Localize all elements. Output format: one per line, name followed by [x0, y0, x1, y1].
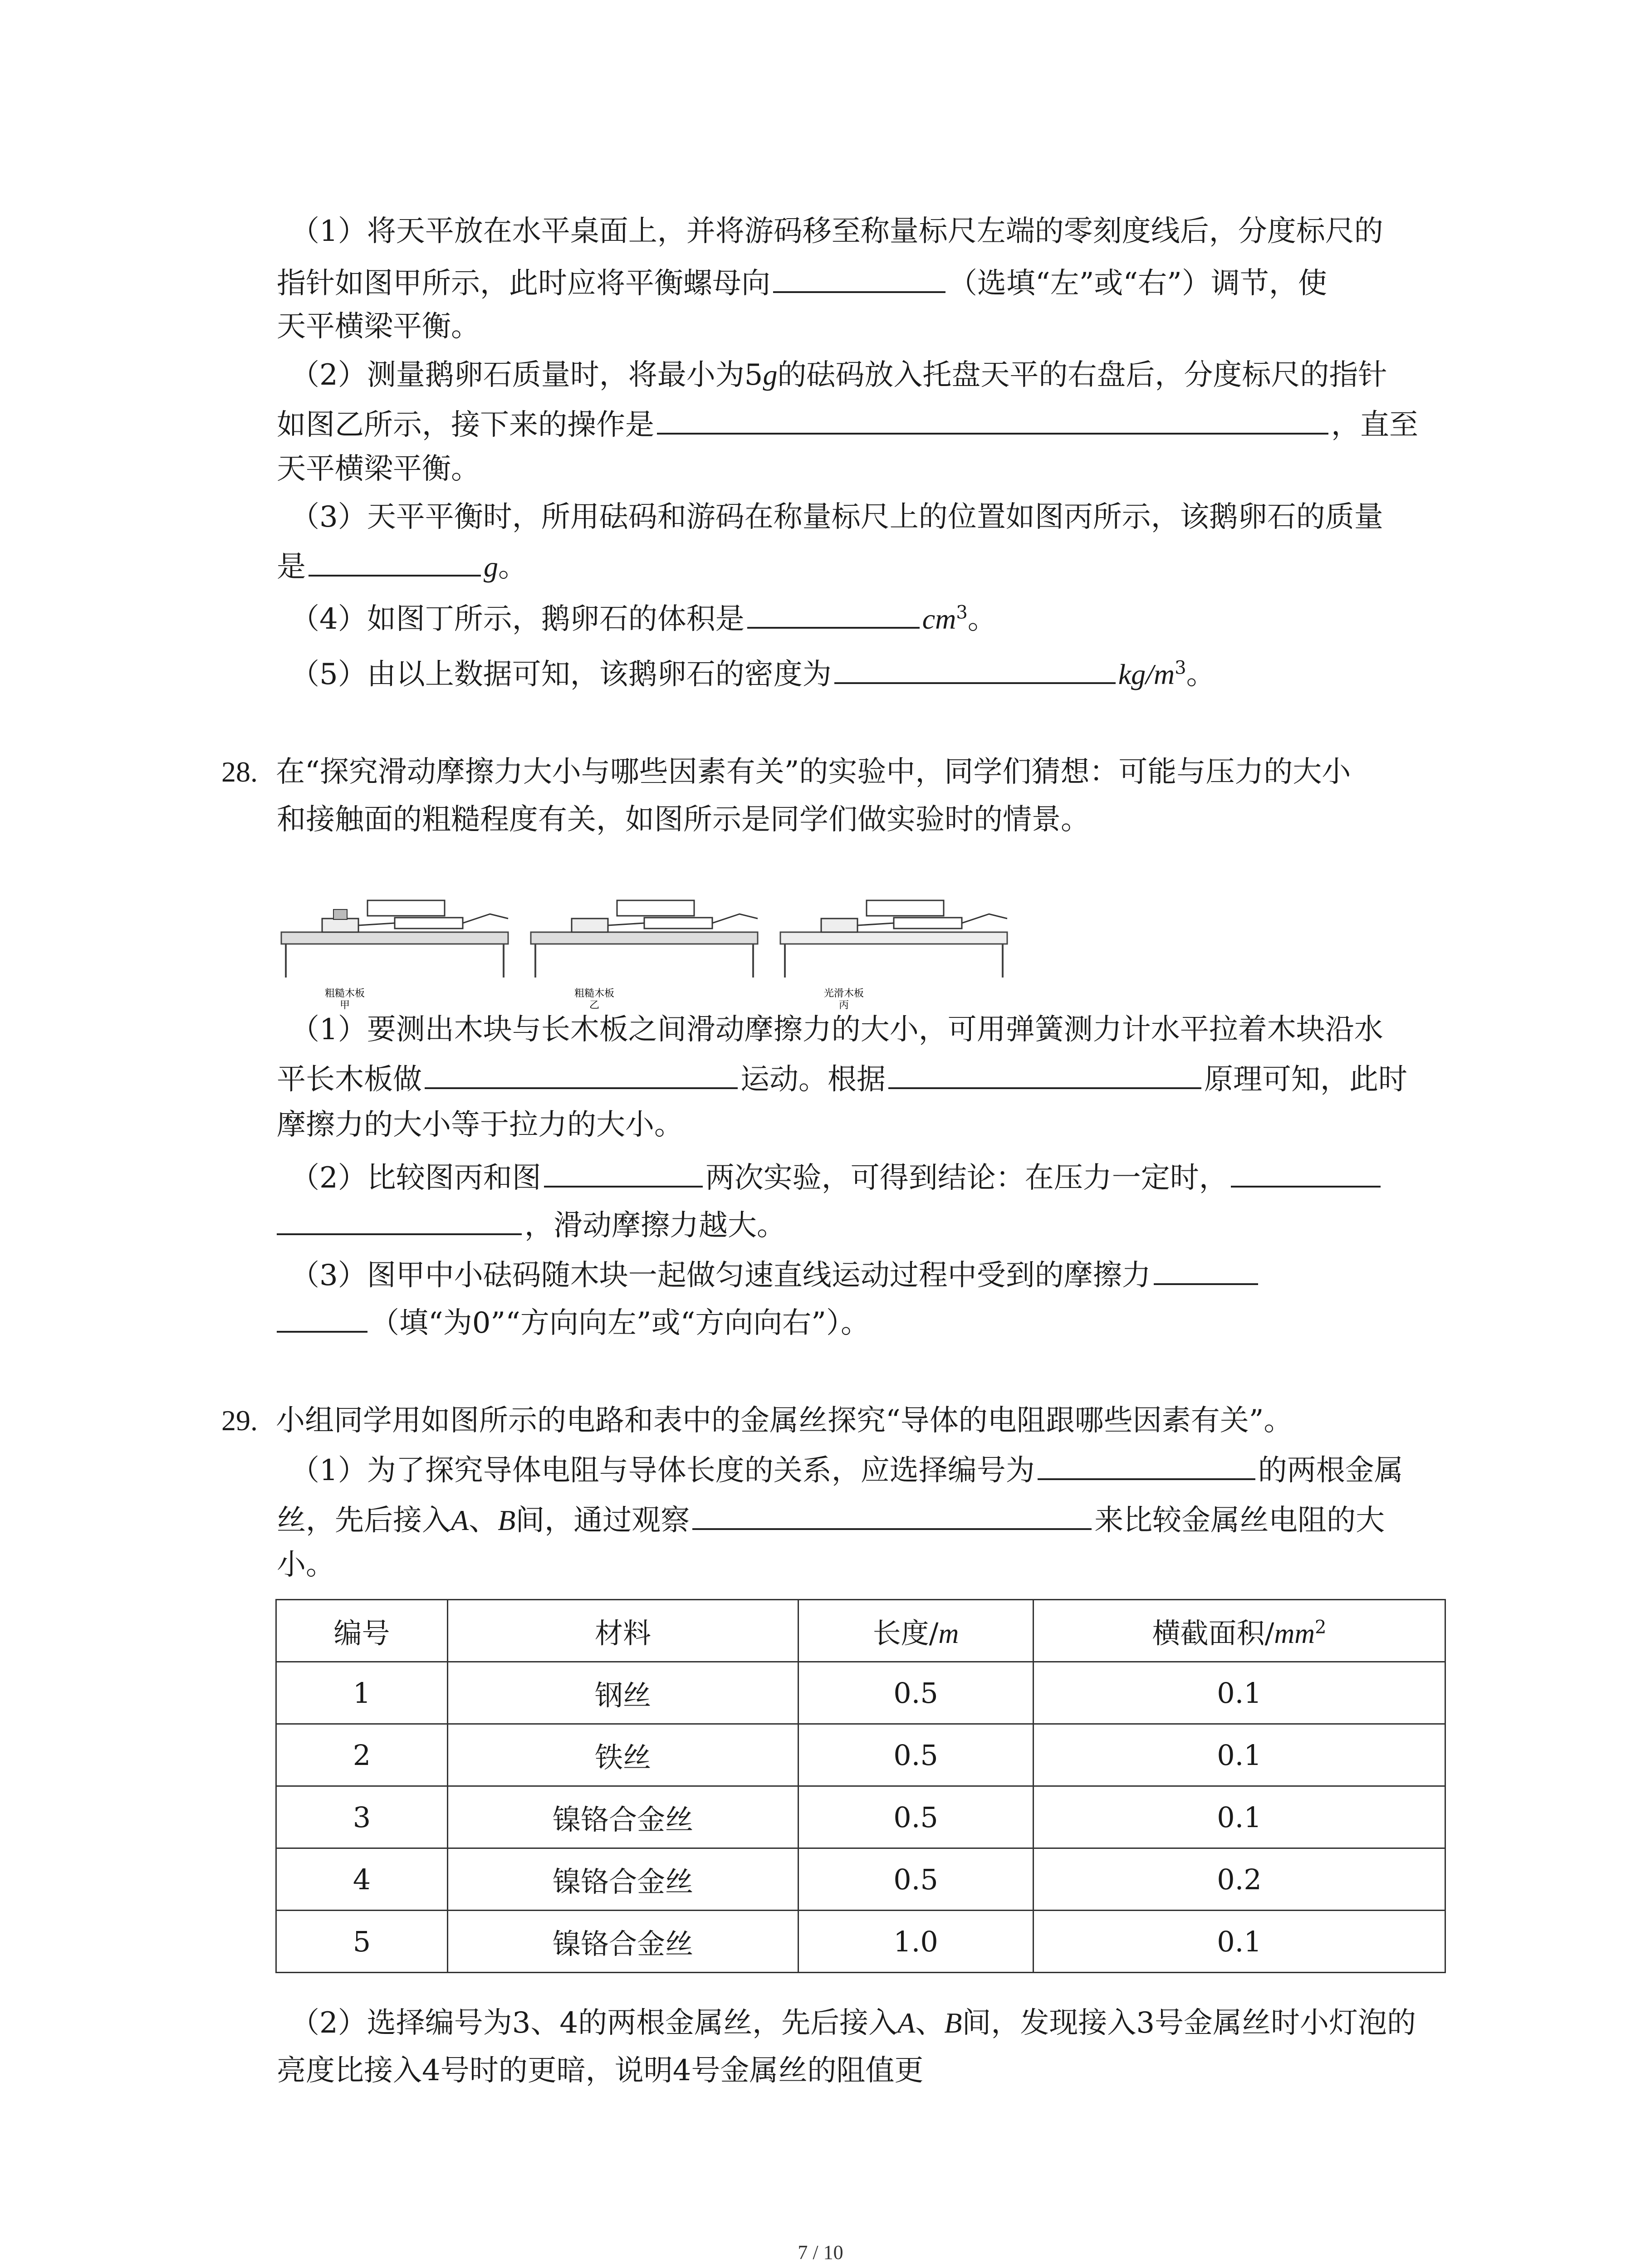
answer-blank[interactable]: [1231, 1161, 1381, 1188]
answer-blank[interactable]: [277, 1306, 367, 1333]
answer-blank[interactable]: [747, 602, 920, 629]
answer-blank[interactable]: [425, 1063, 738, 1089]
q28-p2-text-c: ，滑动摩擦力越大。: [524, 1209, 786, 1242]
q28-stem-line2: 和接触面的粗糙程度有关，如图所示是同学们做实验时的情景。: [277, 803, 1090, 836]
q28-p2-text-b: 两次实验，可得到结论：在压力一定时，: [705, 1161, 1228, 1195]
unit-kg-m: kg/m: [1118, 658, 1175, 690]
q28-p1-line1: （1）要测出木块与长木板之间滑动摩擦力的大小，可用弹簧测力计水平拉着木块沿水: [290, 1013, 1383, 1046]
table-row: [276, 1848, 1445, 1911]
unit-mm: mm: [1274, 1618, 1315, 1649]
q27-p1-line1: （1）将天平放在水平桌面上，并将游码移至称量标尺左端的零刻度线后，分度标尺的: [290, 215, 1383, 248]
friction-experiment-figure: [277, 873, 1048, 1009]
cell-area: 0.1: [1034, 1911, 1445, 1973]
answer-blank[interactable]: [1154, 1259, 1258, 1285]
cell-number: 2: [276, 1724, 448, 1786]
q28-p2-line2: [277, 1209, 786, 1240]
header-length: [798, 1600, 1034, 1662]
q29-p1-line2: [277, 1504, 1385, 1535]
question-number: 29.: [221, 1404, 258, 1437]
cell-number: 1: [276, 1662, 448, 1724]
q28-p3-line1: [290, 1259, 1261, 1290]
cell-number: 5: [276, 1911, 448, 1973]
cell-material: 镍铬合金丝: [448, 1911, 798, 1973]
cell-length: 0.5: [798, 1662, 1034, 1724]
cell-number: 3: [276, 1786, 448, 1848]
cell-length: 0.5: [798, 1848, 1034, 1911]
metal-wire-table: [275, 1599, 1446, 1973]
q29-p1-text-a: （1）为了探究导体电阻与导体长度的关系，应选择编号为: [290, 1454, 1035, 1487]
q29-p1-text-b: 的两根金属: [1258, 1454, 1403, 1487]
q27-p1-text-a: 指针如图甲所示，此时应将平衡螺母向: [277, 267, 770, 300]
q28-stem-text: 在“探究滑动摩擦力大小与哪些因素有关”的实验中，同学们猜想：可能与压力的大小: [276, 755, 1351, 789]
point-a: A: [451, 1504, 469, 1536]
answer-blank[interactable]: [834, 658, 1116, 684]
q29-p2-text-c: 间，发现接入3号金属丝时小灯泡的: [962, 2006, 1416, 2040]
header-number: 编号: [276, 1600, 448, 1662]
answer-blank[interactable]: [1038, 1454, 1255, 1480]
unit-cm: cm: [922, 603, 956, 635]
q29-stem-text: 小组同学用如图所示的电路和表中的金属丝探究“导体的电阻跟哪些因素有关”。: [276, 1404, 1293, 1437]
q28-p1-line3: 摩擦力的大小等于拉力的大小。: [277, 1108, 683, 1142]
q28-stem-line1: [221, 755, 1351, 789]
q29-p1-text-c: 丝，先后接入: [277, 1504, 451, 1537]
q28-p1-line2: [277, 1063, 1407, 1094]
q27-p1-text-b: （选填“左”或“右”）调节，使: [948, 267, 1327, 300]
answer-blank[interactable]: [773, 267, 945, 293]
answer-blank[interactable]: [309, 550, 481, 577]
point-a: A: [897, 2007, 916, 2039]
q27-p2-line3: 天平横梁平衡。: [277, 452, 480, 486]
answer-blank[interactable]: [888, 1063, 1201, 1089]
answer-blank[interactable]: [544, 1161, 703, 1188]
q28-p2-line1: [290, 1161, 1383, 1193]
q27-p2-line2: [277, 408, 1418, 440]
q29-p2-text-a: （2）选择编号为3、4的两根金属丝，先后接入: [290, 2006, 898, 2040]
header-area: [1034, 1600, 1445, 1662]
q29-p2-line2: 亮度比接入4号时的更暗，说明4号金属丝的阻值更: [277, 2054, 924, 2087]
q29-stem-line: [221, 1406, 1293, 1435]
unit-exponent: 3: [956, 602, 968, 623]
surface-label: 粗糙木板: [324, 987, 365, 999]
q27-p3-text-b: 。: [498, 550, 527, 584]
q27-p2-text-d: ，直至: [1331, 408, 1418, 442]
experiment-jia: [281, 900, 508, 1009]
q28-p3-text-b: （填“为0”“方向向左”或“方向向右”）。: [370, 1306, 870, 1340]
q29-p2-text-b: 、: [915, 2006, 945, 2040]
q27-p2-text-b: 的砝码放入托盘天平的右盘后，分度标尺的指针: [777, 358, 1387, 392]
question-number: 28.: [221, 756, 258, 788]
q27-p3-line2: [277, 550, 527, 582]
header-area-text: 横截面积/: [1152, 1616, 1274, 1650]
cell-length: 0.5: [798, 1786, 1034, 1848]
q28-p1-text-b: 运动。根据: [740, 1063, 886, 1096]
cell-number: 4: [276, 1848, 448, 1911]
page-number: 7 / 10: [798, 2241, 843, 2263]
q29-p1-line3: 小。: [277, 1548, 335, 1582]
cell-area: 0.1: [1034, 1724, 1445, 1786]
unit-g: g: [484, 551, 498, 583]
q27-p5-text-b: 。: [1186, 658, 1215, 691]
header-length-text: 长度/: [872, 1616, 939, 1650]
surface-label: 光滑木板: [823, 987, 864, 999]
experiment-yi: [531, 900, 758, 1009]
q28-p1-text-a: 平长木板做: [277, 1063, 422, 1096]
unit-g: g: [763, 359, 778, 391]
q29-p2-line1: [290, 2006, 1416, 2040]
surface-label: 粗糙木板: [574, 987, 615, 999]
unit-exponent: 2: [1315, 1616, 1327, 1637]
q27-p2-line1: [290, 358, 1387, 392]
table-row: [276, 1724, 1445, 1786]
cell-material: 镍铬合金丝: [448, 1786, 798, 1848]
q29-p1-text-d: 、: [469, 1504, 498, 1537]
q29-p1-line1: [290, 1454, 1403, 1485]
cell-length: 0.5: [798, 1724, 1034, 1786]
table-row: [276, 1786, 1445, 1848]
q27-p2-text-c: 如图乙所示，接下来的操作是: [277, 408, 654, 442]
q27-p4-text-b: 。: [967, 602, 997, 636]
cell-material: 铁丝: [448, 1724, 798, 1786]
cell-area: 0.2: [1034, 1848, 1445, 1911]
q27-p1-line2: [277, 267, 1327, 298]
q27-p1-line3: 天平横梁平衡。: [277, 310, 480, 343]
figure-label-jia: 甲: [339, 999, 350, 1009]
q27-p5-line: [290, 658, 1215, 689]
q28-p2-text-a: （2）比较图丙和图: [290, 1161, 541, 1195]
q27-p5-text-a: （5）由以上数据可知，该鹅卵石的密度为: [290, 658, 832, 691]
q27-p4-line: [290, 602, 997, 634]
q27-p4-text-a: （4）如图丁所示，鹅卵石的体积是: [290, 602, 745, 636]
unit-m: m: [938, 1618, 959, 1649]
table-header-row: [276, 1600, 1445, 1662]
q27-p2-text-a: （2）测量鹅卵石质量时，将最小为5: [290, 358, 763, 392]
q27-p3-text-a: 是: [277, 550, 306, 584]
q27-p3-line1: （3）天平平衡时，所用砝码和游码在称量标尺上的位置如图丙所示，该鹅卵石的质量: [290, 500, 1383, 534]
figure-label-bing: 丙: [838, 999, 849, 1009]
cell-material: 钢丝: [448, 1662, 798, 1724]
q28-p3-text-a: （3）图甲中小砝码随木块一起做匀速直线运动过程中受到的摩擦力: [290, 1259, 1151, 1292]
q28-p3-line2: [277, 1306, 870, 1338]
q28-p1-text-c: 原理可知，此时: [1204, 1063, 1407, 1096]
answer-blank[interactable]: [277, 1209, 522, 1235]
experiment-bing: [780, 900, 1007, 1009]
header-material: 材料: [448, 1600, 798, 1662]
cell-area: 0.1: [1034, 1662, 1445, 1724]
cell-material: 镍铬合金丝: [448, 1848, 798, 1911]
table-row: [276, 1911, 1445, 1973]
figure-label-yi: 乙: [589, 999, 600, 1009]
table-row: [276, 1662, 1445, 1724]
point-b: B: [944, 2007, 962, 2039]
cell-area: 0.1: [1034, 1786, 1445, 1848]
q29-p1-text-f: 来比较金属丝电阻的大: [1094, 1504, 1385, 1537]
answer-blank[interactable]: [692, 1504, 1092, 1530]
answer-blank[interactable]: [657, 408, 1328, 435]
point-b: B: [498, 1504, 516, 1536]
cell-length: 1.0: [798, 1911, 1034, 1973]
unit-exponent: 3: [1175, 657, 1186, 679]
q29-p1-text-e: 间，通过观察: [515, 1504, 690, 1537]
